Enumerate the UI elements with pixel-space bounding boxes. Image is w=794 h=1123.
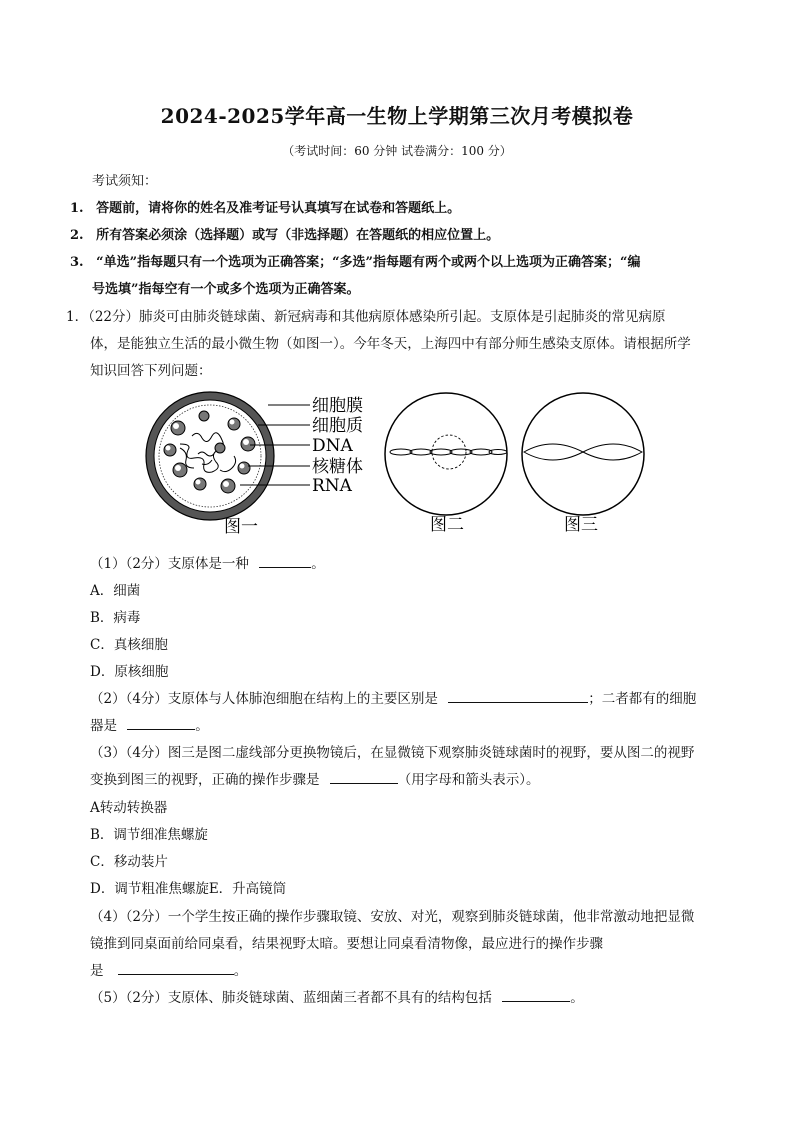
subquestion-end: 。: [195, 718, 209, 734]
subquestion-text: 变换到图三的视野，正确的操作步骤是: [90, 772, 320, 788]
subquestion-3-cont: [90, 768, 540, 788]
option-b[interactable]: B．病毒: [90, 610, 141, 626]
exam-subtitle: （考试时间：60 分钟 试卷满分：100 分）: [282, 144, 512, 158]
question-1-intro: [66, 305, 666, 325]
question-intro-line: 知识回答下列问题：: [90, 363, 212, 379]
notice-item-2: [70, 224, 499, 243]
question-number: 1．: [66, 309, 89, 325]
exam-title: 2024-2025学年高一生物上学期第三次月考模拟卷: [160, 104, 634, 128]
figure-label-rna: RNA: [312, 476, 352, 496]
subquestion-end: 。: [233, 963, 248, 979]
figure-3-field: [522, 393, 644, 535]
notice-item-text: 答题前，请将你的姓名及准考证号认真填写在试卷和答题纸上。: [96, 201, 461, 216]
answer-blank[interactable]: [259, 555, 311, 568]
figure-1-cell: [146, 392, 363, 537]
notice-item-3-cont: 号选填”指每空有一个或多个选项为正确答案。: [92, 282, 360, 297]
option-a[interactable]: A．细菌: [90, 583, 141, 599]
subquestion-4: （4）（2分）一个学生按正确的操作步骤取镜、安放、对光，观察到肺炎链球菌，他非常激动地把显微: [90, 909, 695, 925]
figure-caption-1: 图一: [224, 517, 258, 537]
subquestion-text: ；二者都有的细胞: [588, 691, 697, 707]
option-c[interactable]: C．真核细胞: [90, 637, 168, 653]
subquestion-end: 。: [311, 556, 325, 572]
subquestion-2-cont: [90, 714, 209, 734]
subquestion-stem: （5）（2分）支原体、肺炎链球菌、蓝细菌三者都不具有的结构包括: [90, 990, 492, 1006]
subquestion-4-cont: [90, 959, 247, 979]
subquestion-2: [90, 687, 696, 707]
subquestion-4-cont: 镜推到同桌面前给同桌看，结果视野太暗。要想让同桌看清物像，最应进行的操作步骤: [90, 936, 603, 952]
option-c[interactable]: C．移动装片: [90, 854, 168, 870]
option-d[interactable]: D．原核细胞: [90, 664, 169, 680]
notice-item-text: 所有答案必须涂（选择题）或写（非选择题）在答题纸的相应位置上。: [96, 228, 500, 243]
subquestion-5: [90, 986, 584, 1006]
subquestion-text: 是: [90, 963, 104, 979]
answer-blank[interactable]: [127, 717, 195, 730]
subquestion-stem: （1）（2分）支原体是一种: [90, 556, 249, 572]
notice-item-num: 1.: [70, 201, 84, 216]
question-intro-line: 体，是能独立生活的最小微生物（如图一）。今年冬天，上海四中有部分师生感染支原体。请根据所学: [90, 336, 691, 352]
option-d-e[interactable]: D．调节粗准焦螺旋E．升高镜筒: [90, 881, 287, 897]
figure-mycoplasma-microscope: [140, 388, 660, 538]
answer-blank[interactable]: [330, 771, 398, 784]
figure-caption-3: 图三: [564, 515, 598, 535]
subquestion-1: [90, 552, 325, 572]
subquestion-3: （3）（4分）图三是图二虚线部分更换物镜后，在显微镜下观察肺炎链球菌时的视野，要从图二的视野: [90, 745, 695, 761]
subquestion-text: 器是: [90, 718, 117, 734]
question-intro-line: （22分）肺炎可由肺炎链球菌、新冠病毒和其他病原体感染所引起。支原体是引起肺炎的常见病原: [88, 309, 666, 325]
subquestion-end: （用字母和箭头表示）。: [397, 772, 540, 788]
figure-label-ribosome: 核糖体: [312, 457, 363, 477]
subquestion-end: 。: [570, 990, 584, 1006]
figure-label-cytoplasm: 细胞质: [312, 416, 363, 436]
notice-item-3: [70, 251, 641, 270]
figure-2-field: [385, 393, 507, 535]
notice-heading: 考试须知：: [92, 174, 158, 189]
figure-label-dna: DNA: [312, 436, 353, 456]
option-a[interactable]: A转动转换器: [90, 800, 168, 816]
answer-blank[interactable]: [502, 989, 570, 1002]
answer-blank[interactable]: [448, 690, 588, 703]
figure-label-membrane: 细胞膜: [312, 396, 363, 416]
notice-item-1: [70, 197, 460, 216]
figure-caption-2: 图二: [430, 515, 464, 535]
option-b[interactable]: B．调节细准焦螺旋: [90, 827, 208, 843]
notice-item-num: 3.: [70, 255, 84, 270]
answer-blank[interactable]: [118, 962, 234, 975]
notice-item-num: 2.: [70, 228, 84, 243]
notice-item-text: “单选”指每题只有一个选项为正确答案；“多选”指每题有两个或两个以上选项为正确答案；“编: [96, 255, 641, 270]
subquestion-stem: （2）（4分）支原体与人体肺泡细胞在结构上的主要区别是: [90, 691, 438, 707]
